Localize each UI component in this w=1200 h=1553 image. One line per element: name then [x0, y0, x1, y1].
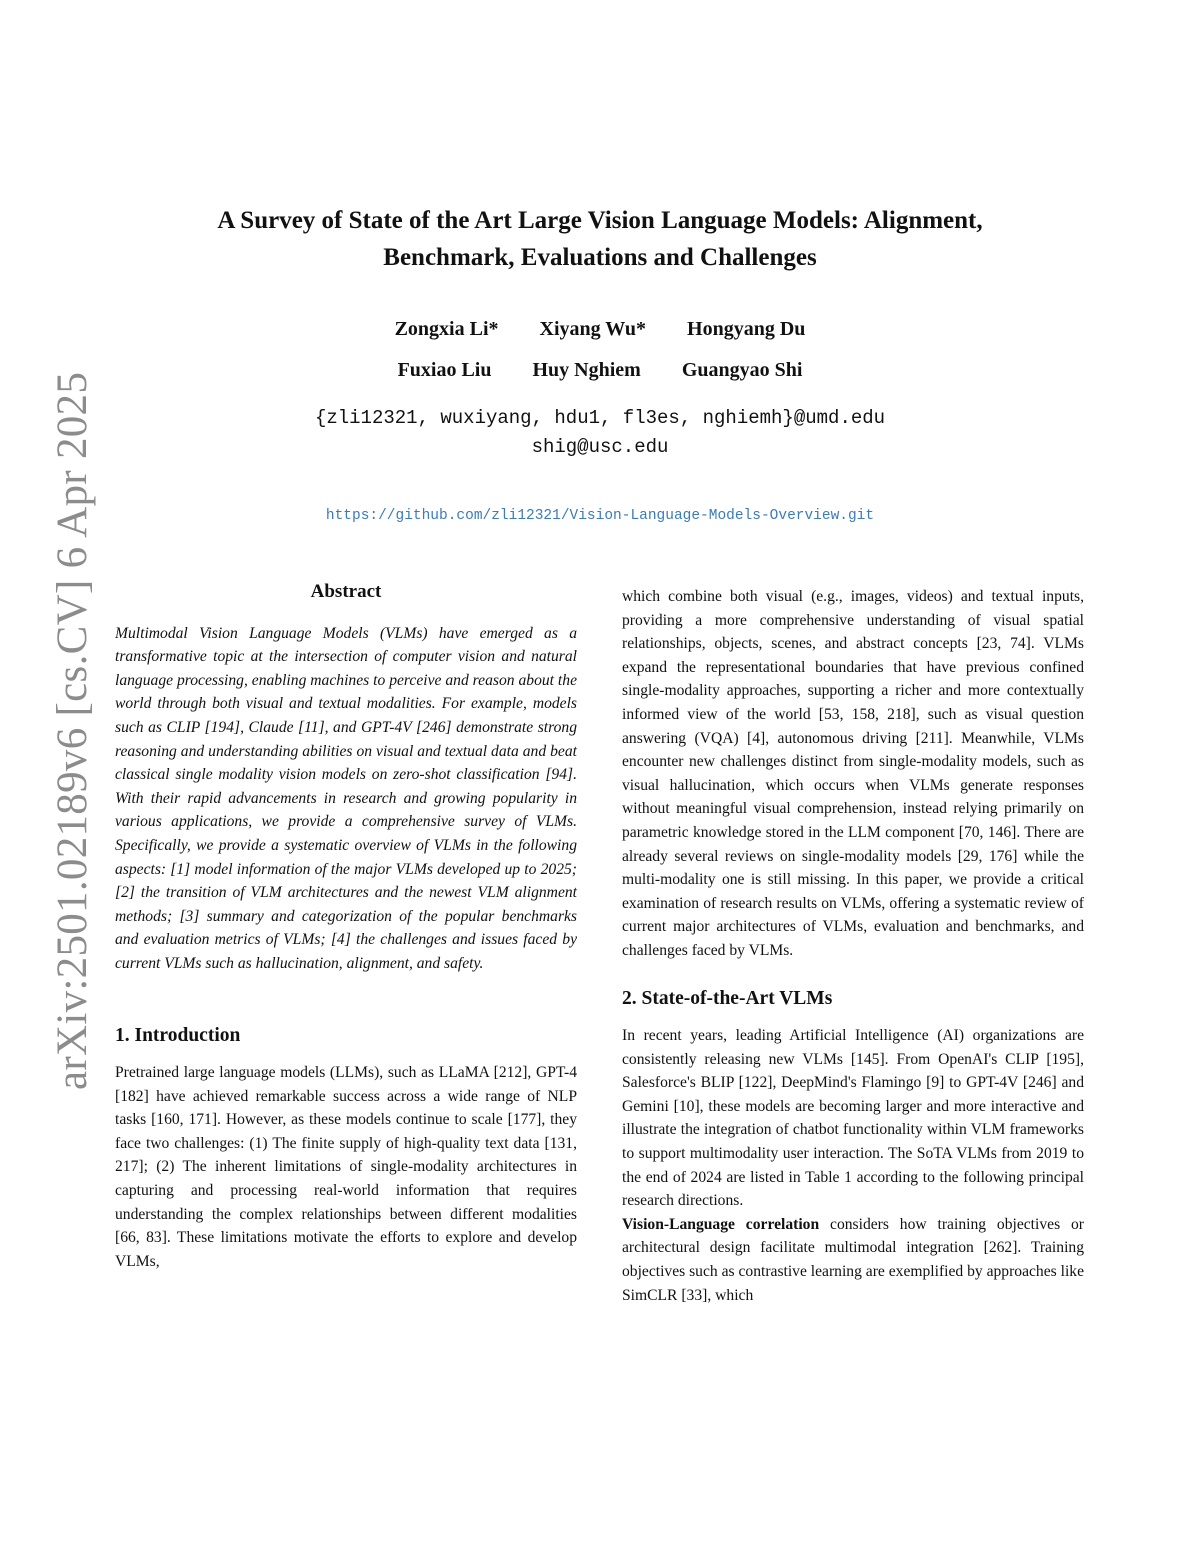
paper-title	[120, 202, 1080, 276]
abstract-text: Multimodal Vision Language Models (VLMs) have emerged as a transformative topic at the intersection of computer vision and natural language processing, enabling machines to perceive and reason about the world through both visual and textual modalities. For example, models such as CLIP [194], Claude [11], and GPT-4V [246] demonstrate strong reasoning and understanding abilities on visual and textual data and beat classical single modality vision models on zero-shot classification [94]. With their rapid advancements in research and growing popularity in various applications, we provide a comprehensive survey of VLMs. Specifically, we provide a systematic overview of VLMs in the following aspects: [1] model information of the major VLMs developed up to 2025; [2] the transition of VLM architectures and the newest VLM alignment methods; [3] summary and categorization of the popular benchmarks and evaluation metrics of VLMs; [4] the challenges and issues faced by current VLMs such as hallucination, alignment, and safety.	[115, 624, 577, 972]
left-column	[115, 580, 577, 1273]
author-name: Guangyao Shi	[681, 359, 803, 381]
email-line-2: shig@usc.edu	[531, 436, 669, 458]
section-2-paragraph-1: In recent years, leading Artificial Intelligence (AI) organizations are consistently releasing new VLMs [145]. From OpenAI's CLIP [195], Salesforce's BLIP [122], DeepMind's Flamingo [9] to GPT-4V [246] and Gemini [10], these models are becoming larger and more interactive and illustrate the integration of chatbot functionality within VLM frameworks to support multimodality user interaction. The SoTA VLMs from 2019 to the end of 2024 are listed in Table 1 according to the following principal research directions.	[622, 1027, 1084, 1210]
author-row-2	[300, 359, 900, 382]
author-name: Fuxiao Liu	[397, 359, 492, 381]
author-name: Xiyang Wu*	[539, 318, 647, 340]
arxiv-identifier[interactable]: arXiv:2501.02189v6 [cs.CV] 6 Apr 2025	[49, 371, 96, 1090]
repository-link[interactable]: https://github.com/zli12321/Vision-Language-Models-Overview.git	[325, 508, 875, 524]
email-line-1: {zli12321, wuxiyang, hdu1, fl3es, nghiemh}@umd.edu	[314, 407, 886, 429]
vl-correlation-lead: Vision-Language correlation	[622, 1215, 820, 1233]
author-name: Huy Nghiem	[532, 359, 641, 381]
introduction-continued-text: which combine both visual (e.g., images, videos) and textual inputs, providing a more comprehensive understanding of visual spatial relationships, objects, scenes, and abstract concepts [23, 74]. VLMs expand the representational boundaries that have previous confined single-modality approaches, supporting a richer and more contextually informed view of the world [53, 158, 218], such as visual question answering (VQA) [4], autonomous driving [211]. Meanwhile, VLMs encounter new challenges distinct from single-modality models, such as visual hallucination, which occurs when VLMs generate responses without meaningful visual comprehension, instead relying primarily on parametric knowledge stored in the LLM component [70, 146]. There are already several reviews on single-modality models [29, 176] while the multi-modality one is still missing. In this paper, we provide a critical examination of research results on VLMs, offering a systematic review of current major architectures of VLMs, evaluation and benchmarks, and challenges faced by VLMs.	[622, 588, 1084, 959]
vl-correlation-text: considers how training objectives or architectural design facilitate multimodal integration [262]. Training objectives such as contrastive learning are exemplified by approaches like SimCLR [33], which	[622, 1215, 1085, 1304]
author-name: Zongxia Li*	[394, 318, 499, 340]
section-2-paragraph-2	[622, 1213, 1084, 1307]
title-line-2: Benchmark, Evaluations and Challenges	[383, 244, 817, 271]
introduction-text: Pretrained large language models (LLMs), such as LLaMA [212], GPT-4 [182] have achieved remarkable success across a wide range of NLP tasks [160, 171]. However, as these models continue to scale [177], they face two challenges: (1) The finite supply of high-quality text data [131, 217]; (2) The inherent limitations of single-modality architectures in capturing and processing real-world information that requires understanding the complex relationships between different modalities [66, 83]. These limitations motivate the efforts to explore and develop VLMs,	[115, 1064, 577, 1270]
author-name: Hongyang Du	[687, 318, 806, 340]
abstract-heading: Abstract	[310, 581, 382, 602]
title-line-1: A Survey of State of the Art Large Vision Language Models: Alignment,	[217, 207, 983, 234]
introduction-heading: 1. Introduction	[115, 1024, 241, 1046]
section-2-heading: 2. State-of-the-Art VLMs	[622, 987, 833, 1009]
author-row-1	[300, 318, 900, 341]
author-emails	[200, 404, 1000, 462]
right-column	[622, 585, 1084, 1307]
